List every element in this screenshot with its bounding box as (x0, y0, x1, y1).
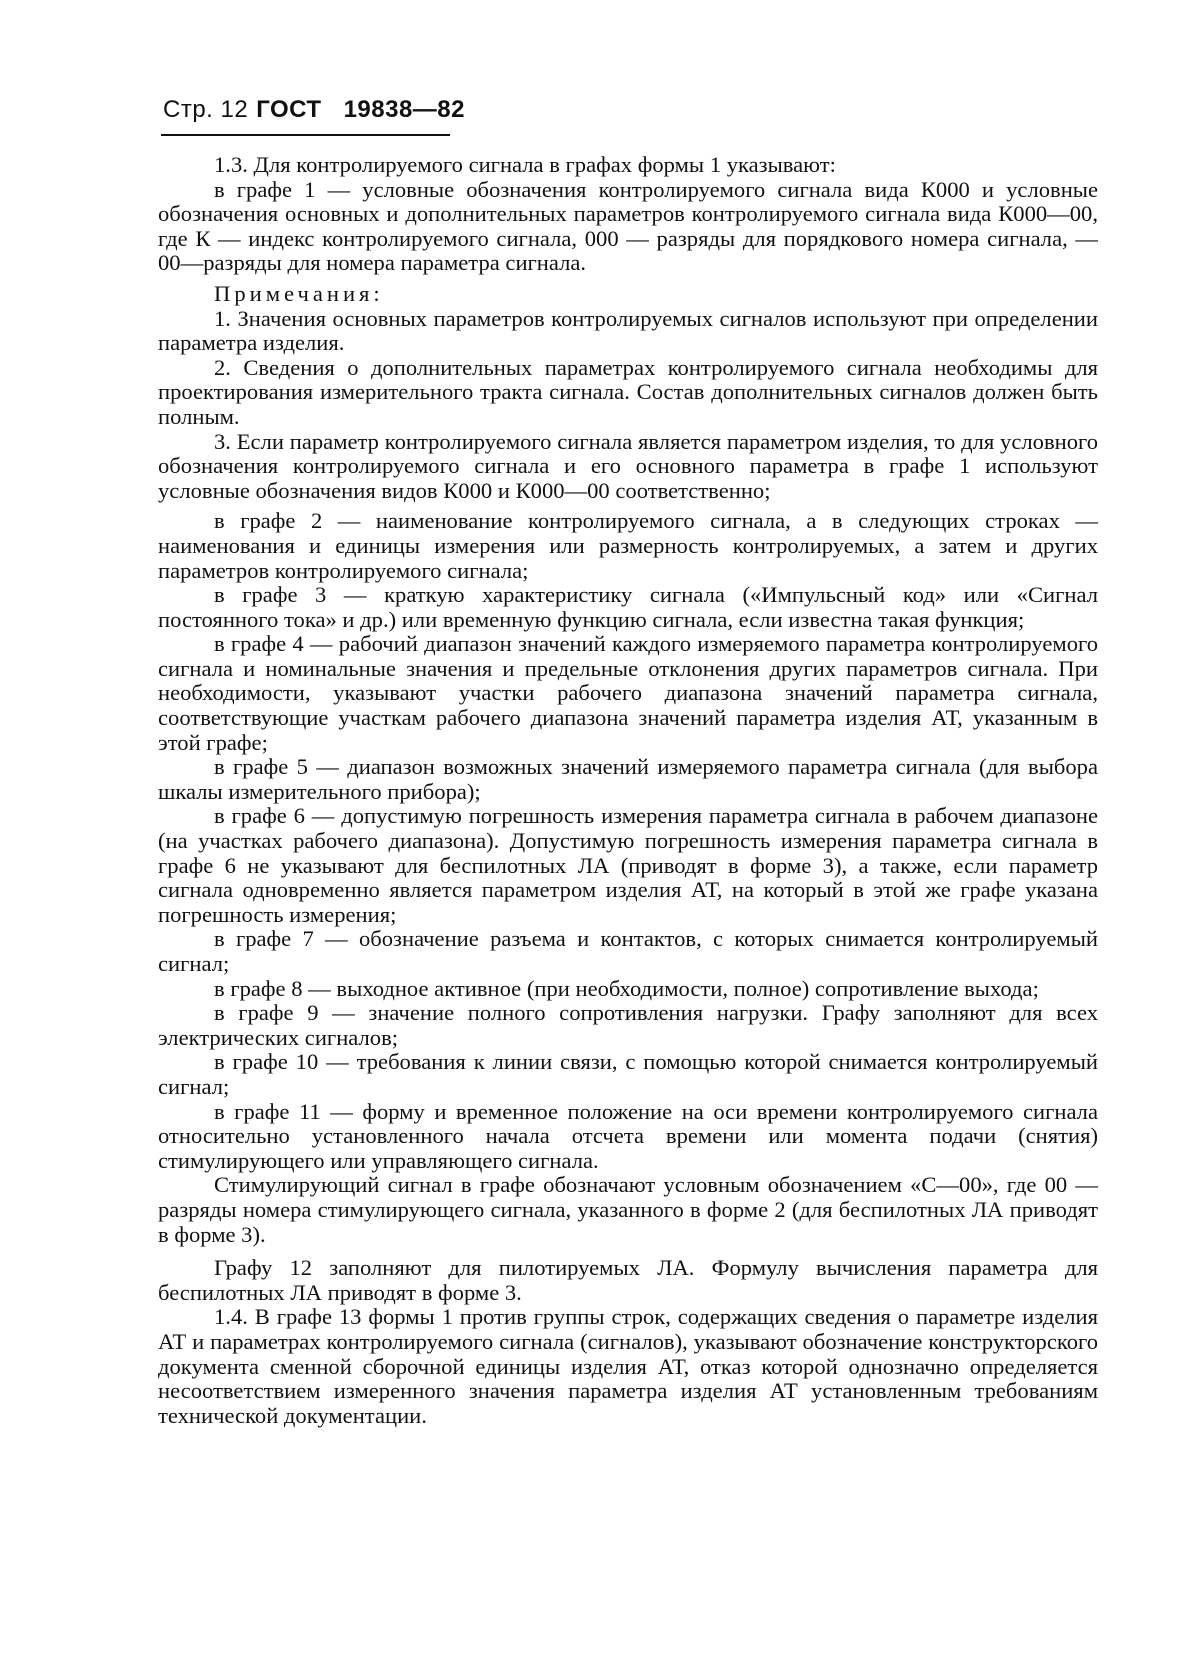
paragraph-column-12: Графу 12 заполняют для пилотируемых ЛА. Формулу вычисления параметра для беспилотных ЛА приводят в форме 3. (158, 1255, 1098, 1305)
gost-label: ГОСТ (256, 96, 322, 123)
paragraph-column-5: в графе 5 — диапазон возможных значений измеряемого параметра сигнала (для выбора шкалы измерительного прибора); (158, 754, 1098, 804)
page-number: Стр. 12 (163, 96, 249, 123)
paragraph-column-8: в графе 8 — выходное активное (при необходимости, полное) сопротивление выхода; (214, 975, 1039, 1001)
paragraph-column-2: в графе 2 — наименование контролируемого сигнала, а в следующих строках — наименования и единицы измерения или размерность контролируемых, а затем и других параметров контролируемого сигнала; (158, 508, 1098, 583)
note-3: 3. Если параметр контролируемого сигнала является параметром изделия, то для условного обозначения контролируемого сигнала и его основного параметра в графе 1 используют условные обозначения видов К000 и К000—00 соответственно; (158, 428, 1098, 503)
paragraph-column-4: в графе 4 — рабочий диапазон значений каждого измеряемого параметра контролируемого сигнала и номинальные значения и предельные отклонения других параметров сигнала. При необходимости, указывают участки рабочего диапазона значений параметра сигнала, соответствующие участкам рабочего диапазона значений параметра изделия АТ, указанным в этой графе; (158, 631, 1098, 755)
paragraph-column-1: в графе 1 — условные обозначения контролируемого сигнала вида К000 и условные обозначения основных и дополнительных параметров контролируемого сигнала вида К000—00, где К — индекс контролируемого сигнала, 000 — разряды для порядкового номера сигнала, — 00—разряды для номера параметра сигнала. (158, 176, 1098, 276)
notes-heading: Примечания: (214, 280, 384, 306)
page-header (163, 96, 465, 124)
document-body (158, 153, 1098, 1428)
paragraph-stimulus-signal: Стимулирующий сигнал в графе обозначают условным обозначением «С—00», где 00 — разряды номера стимулирующего сигнала, указанного в форме 2 (для беспилотных ЛА приводят в форме 3). (158, 1172, 1098, 1247)
paragraph-column-9: в графе 9 — значение полного сопротивления нагрузки. Графу заполняют для всех электрических сигналов; (158, 1000, 1098, 1050)
paragraph-column-7: в графе 7 — обозначение разъема и контактов, с которых снимается контролируемый сигнал; (158, 926, 1098, 976)
document-number: 19838—82 (343, 96, 465, 123)
note-2: 2. Сведения о дополнительных параметрах контролируемого сигнала необходимы для проектирования измерительного тракта сигнала. Состав дополнительных сигналов должен быть полным. (158, 354, 1098, 429)
paragraph-column-6: в графе 6 — допустимую погрешность измерения параметра сигнала в рабочем диапазоне (на участках рабочего диапазона). Допустимую погрешность измерения параметра сигнала в графе 6 не указывают для беспилотных ЛА (приводят в форме 3), а также, если параметр сигнала одновременно является параметром изделия АТ, на который в этой же графе указана погрешность измерения; (158, 803, 1098, 927)
paragraph-column-10: в графе 10 — требования к линии связи, с помощью которой снимается контролируемый сигнал; (158, 1049, 1098, 1099)
section-1-4: 1.4. В графе 13 формы 1 против группы строк, содержащих сведения о параметре изделия АТ и параметрах контролируемого сигнала (сигналов), указывают обозначение конструкторского документа сменной сборочной единицы изделия АТ, отказ которой однозначно определяется несоответствием измеренного значения параметра изделия АТ установленным требованиям технической документации. (158, 1304, 1098, 1428)
paragraph-column-11: в графе 11 — форму и временное положение на оси времени контролируемого сигнала относительно установленного начала отсчета времени или момента подачи (снятия) стимулирующего или управляющего сигнала. (158, 1098, 1098, 1173)
header-rule (161, 134, 450, 136)
paragraph-column-3: в графе 3 — краткую характеристику сигнала («Импульсный код» или «Сигнал постоянного тока» и др.) или временную функцию сигнала, если известна такая функция; (158, 582, 1098, 632)
note-1: 1. Значения основных параметров контролируемых сигналов используют при определении параметра изделия. (158, 305, 1098, 356)
section-1-3-intro: 1.3. Для контролируемого сигнала в графах формы 1 указывают: (214, 152, 836, 177)
